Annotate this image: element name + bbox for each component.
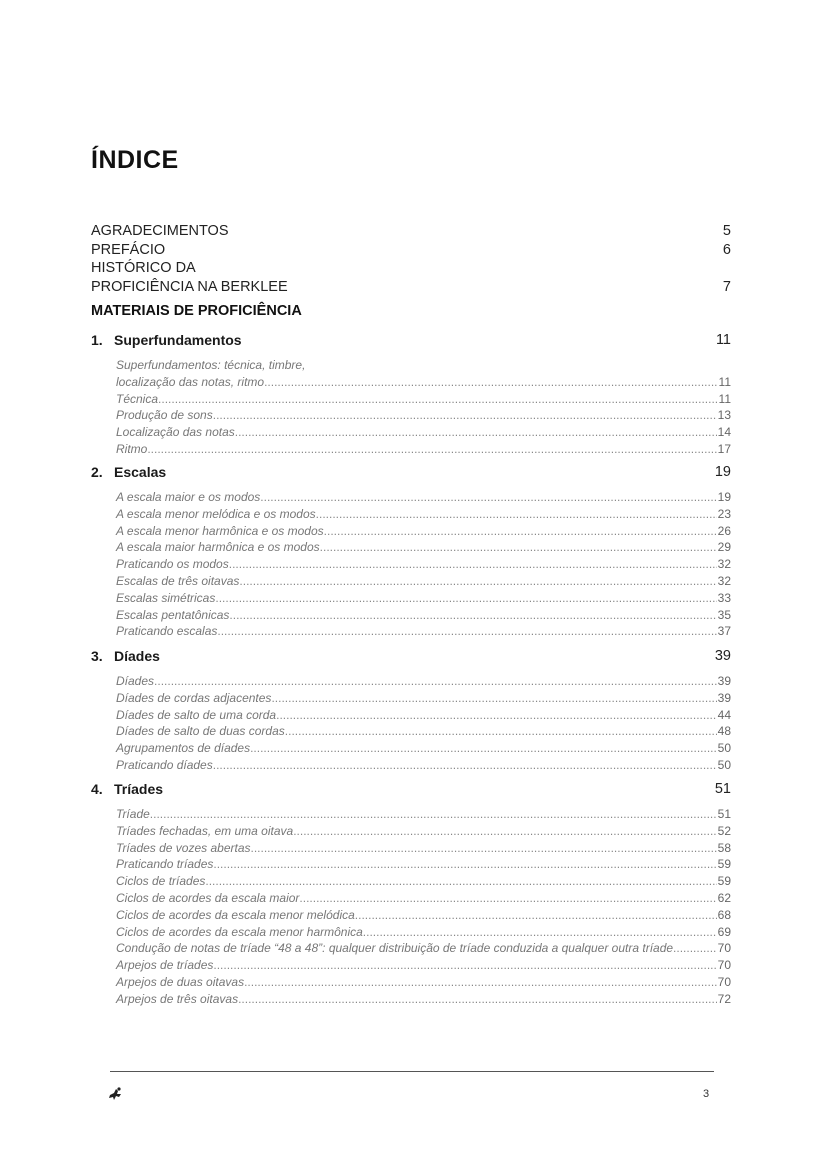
toc-entry-page: 44 <box>717 707 731 722</box>
toc-entry[interactable] <box>116 907 731 924</box>
toc-entry[interactable] <box>116 823 731 840</box>
toc-entry[interactable] <box>116 523 731 540</box>
chapter-title-group <box>91 331 242 349</box>
dot-leader <box>299 890 716 907</box>
toc-entry-page: 14 <box>717 425 731 440</box>
toc-entry-page: 29 <box>717 540 731 555</box>
chapter-title-group <box>91 647 160 665</box>
toc-row-front <box>91 259 731 296</box>
toc-entry[interactable] <box>116 690 731 707</box>
front-matter <box>91 222 731 296</box>
chapter-page: 19 <box>714 464 731 480</box>
toc-entry-label: Tríades de vozes abertas <box>116 840 251 855</box>
toc-entry-label: Produção de sons <box>116 408 213 423</box>
dot-leader <box>229 556 717 573</box>
toc-entry-page: 58 <box>717 840 731 855</box>
dot-leader <box>213 407 717 424</box>
toc-entry-label: Ciclos de acordes da escala menor melódica <box>116 907 355 922</box>
toc-chapter <box>91 331 731 458</box>
toc-entry-page: 59 <box>717 874 731 889</box>
toc-entry[interactable] <box>116 740 731 757</box>
toc-entry-page: 23 <box>717 506 731 521</box>
toc-entry-line <box>116 357 731 374</box>
toc-entry-page: 32 <box>717 557 731 572</box>
toc-entry-label: Díades de salto de uma corda <box>116 707 277 722</box>
toc-entry-page: 52 <box>717 823 731 838</box>
dot-leader <box>276 707 717 724</box>
toc-entry-label: A escala menor melódica e os modos <box>116 506 316 521</box>
dot-leader <box>355 907 717 924</box>
toc-entry-page: 62 <box>717 890 731 905</box>
toc-entry[interactable] <box>116 856 731 873</box>
chapter-entries <box>91 673 731 774</box>
toc-entry-page: 48 <box>717 724 731 739</box>
toc-entry-label: Praticando escalas <box>116 624 218 639</box>
chapter-title-group <box>91 463 166 481</box>
toc-chapter <box>91 647 731 774</box>
toc-page: 6 <box>722 241 731 258</box>
toc-entry-page: 50 <box>717 741 731 756</box>
toc-entry[interactable] <box>116 991 731 1008</box>
toc-entry[interactable] <box>116 590 731 607</box>
toc-entry[interactable] <box>116 757 731 774</box>
chapter-number: 2. <box>91 464 103 480</box>
toc-entry-label: Ciclos de acordes da escala maior <box>116 890 300 905</box>
dot-leader <box>217 623 716 640</box>
dot-leader <box>215 590 716 607</box>
chapter-page: 51 <box>714 781 731 797</box>
toc-entry[interactable] <box>116 940 731 957</box>
dot-leader <box>244 974 717 991</box>
toc-entry-page: 35 <box>717 607 731 622</box>
dot-leader <box>235 424 717 441</box>
page-number: 3 <box>703 1088 710 1100</box>
toc-chapter <box>91 780 731 1008</box>
toc-entry-label: Tríade <box>116 807 150 821</box>
toc-entry-page: 33 <box>717 590 731 605</box>
toc-entry[interactable] <box>116 806 731 823</box>
dot-leader <box>229 607 716 624</box>
toc-entry-label: Técnica <box>116 391 159 406</box>
toc-entry-label: Escalas pentatônicas <box>116 607 230 622</box>
toc-page: 5 <box>722 223 731 239</box>
dot-leader <box>285 723 717 740</box>
toc-label <box>91 259 288 296</box>
chapter-entries <box>91 357 731 458</box>
toc-entry-label: Tríades fechadas, em uma oitava <box>116 823 294 838</box>
toc-entry-label: A escala menor harmônica e os modos <box>116 523 324 538</box>
dot-leader <box>324 523 717 540</box>
toc-entry-page: 70 <box>717 958 731 973</box>
chapter-heading[interactable] <box>91 647 731 665</box>
toc-entry-label: A escala maior e os modos <box>116 490 261 504</box>
chapter-page: 39 <box>714 648 731 664</box>
toc-entry-label: Agrupamentos de díades <box>116 741 251 756</box>
toc-entry-label: Ciclos de acordes da escala menor harmônica <box>116 924 363 939</box>
page-title: ÍNDICE <box>91 146 179 174</box>
footer-divider <box>110 1071 714 1072</box>
toc-entry[interactable] <box>116 840 731 857</box>
toc-entry[interactable] <box>116 890 731 907</box>
toc-entry-label: Díades de cordas adjacentes <box>116 690 272 705</box>
toc-entry-page: 50 <box>717 757 731 772</box>
toc-entry[interactable] <box>116 441 731 458</box>
toc-entry-page: 70 <box>717 974 731 989</box>
toc-entry[interactable] <box>116 707 731 724</box>
toc-entry[interactable] <box>116 573 731 590</box>
toc-row-front <box>91 241 731 260</box>
toc-entry-page: 19 <box>717 490 731 504</box>
toc-entry-page: 39 <box>717 690 731 705</box>
toc-entry-page: 51 <box>717 807 731 821</box>
dot-leader <box>147 441 716 458</box>
toc-entry[interactable] <box>116 407 731 424</box>
chapter-number: 1. <box>91 332 103 348</box>
toc-label: PREFÁCIO <box>91 241 166 258</box>
dot-leader <box>271 690 716 707</box>
dot-leader <box>673 940 717 957</box>
chapter-page: 11 <box>715 332 731 348</box>
dot-leader <box>251 840 717 857</box>
chapter-title: Escalas <box>114 464 167 480</box>
dot-leader <box>150 806 717 823</box>
toc-entry-page: 72 <box>717 991 731 1006</box>
dot-leader <box>250 740 717 757</box>
toc-row-front <box>91 222 731 241</box>
toc-entry[interactable] <box>116 723 731 740</box>
toc-entry[interactable] <box>116 924 731 941</box>
dot-leader <box>316 506 717 523</box>
chapter-entries <box>91 806 731 1008</box>
toc-entry[interactable] <box>116 957 731 974</box>
toc-entry-page: 32 <box>717 573 731 588</box>
toc-entry-page: 26 <box>717 523 731 538</box>
toc-page: 7 <box>722 278 731 295</box>
toc-entry[interactable] <box>116 974 731 991</box>
chapter-number: 4. <box>91 781 103 797</box>
toc-entry-page: 70 <box>717 941 731 956</box>
toc-entry-label: Arpejos de tríades <box>116 958 214 973</box>
dot-leader <box>238 991 717 1008</box>
chapter-entries <box>91 489 731 640</box>
toc-entry-label: localização das notas, ritmo <box>116 374 265 389</box>
toc-entry-page: 11 <box>718 391 731 406</box>
dot-leader <box>293 823 716 840</box>
publisher-logo-icon <box>107 1085 125 1103</box>
chapter-heading[interactable] <box>91 463 731 481</box>
toc-entry[interactable] <box>116 489 731 506</box>
chapter-title: Superfundamentos <box>114 332 242 348</box>
toc-entry[interactable] <box>116 391 731 408</box>
toc-entry-label: Condução de notas de tríade “48 a 48”: qualquer distribuição de tríade conduzida a qualquer outra tríade <box>116 941 674 956</box>
toc-entry-page: 39 <box>717 674 731 688</box>
dot-leader <box>264 374 717 391</box>
toc-entry-page: 59 <box>717 857 731 872</box>
dot-leader <box>213 957 716 974</box>
dot-leader <box>205 873 716 890</box>
toc-entry[interactable] <box>116 607 731 624</box>
toc-label: AGRADECIMENTOS <box>91 223 229 239</box>
dot-leader <box>363 924 717 941</box>
toc-entry-label: A escala maior harmônica e os modos <box>116 540 320 555</box>
toc-entry[interactable] <box>116 539 731 556</box>
toc-entry[interactable] <box>116 873 731 890</box>
toc-entry-label: Praticando tríades <box>116 857 214 872</box>
toc-chapter <box>91 463 731 640</box>
dot-leader <box>320 539 717 556</box>
toc-entry-label: Localização das notas <box>116 425 235 440</box>
toc-entry-page: 11 <box>718 374 731 389</box>
part-title: MATERIAIS DE PROFICIÊNCIA <box>91 303 302 319</box>
dot-leader <box>158 391 718 408</box>
dot-leader <box>213 856 716 873</box>
toc-entry[interactable] <box>116 506 731 523</box>
chapter-title: Díades <box>114 648 160 664</box>
toc-entry-label: Díades <box>116 674 155 688</box>
toc-entry[interactable] <box>116 424 731 441</box>
toc-entry-page: 68 <box>717 907 731 922</box>
chapter-title: Tríades <box>114 781 164 797</box>
dot-leader <box>239 573 716 590</box>
toc-entry-label: Superfundamentos: técnica, timbre, <box>116 358 306 372</box>
dot-leader <box>154 673 717 690</box>
toc-entry-label: Arpejos de duas oitavas <box>116 974 245 989</box>
toc-entry[interactable] <box>116 556 731 573</box>
toc-label-line: PROFICIÊNCIA NA BERKLEE <box>91 278 288 295</box>
toc-entry-label: Ciclos de tríades <box>116 874 206 889</box>
toc-entry-label: Escalas de três oitavas <box>116 573 240 588</box>
chapter-heading[interactable] <box>91 780 731 798</box>
toc-entry-page: 13 <box>717 408 731 423</box>
toc-entry-label: Praticando díades <box>116 757 213 772</box>
toc-entry-page: 69 <box>717 924 731 939</box>
toc-entry[interactable] <box>116 673 731 690</box>
toc-entry-label: Praticando os modos <box>116 557 229 572</box>
toc-entry-label: Ritmo <box>116 441 148 456</box>
chapter-heading[interactable] <box>91 331 731 349</box>
toc-entry[interactable] <box>116 374 731 391</box>
toc-entry-page: 37 <box>717 624 731 639</box>
toc-entry-page: 17 <box>717 441 731 456</box>
toc-entry-label: Arpejos de três oitavas <box>116 991 239 1006</box>
chapter-number: 3. <box>91 648 103 664</box>
toc-entry-label: Escalas simétricas <box>116 590 216 605</box>
chapter-title-group <box>91 780 163 798</box>
toc-entry[interactable] <box>116 623 731 640</box>
dot-leader <box>260 489 716 506</box>
toc-entry-label: Díades de salto de duas cordas <box>116 724 285 739</box>
toc-label-line: HISTÓRICO DA <box>91 260 196 276</box>
dot-leader <box>213 757 717 774</box>
